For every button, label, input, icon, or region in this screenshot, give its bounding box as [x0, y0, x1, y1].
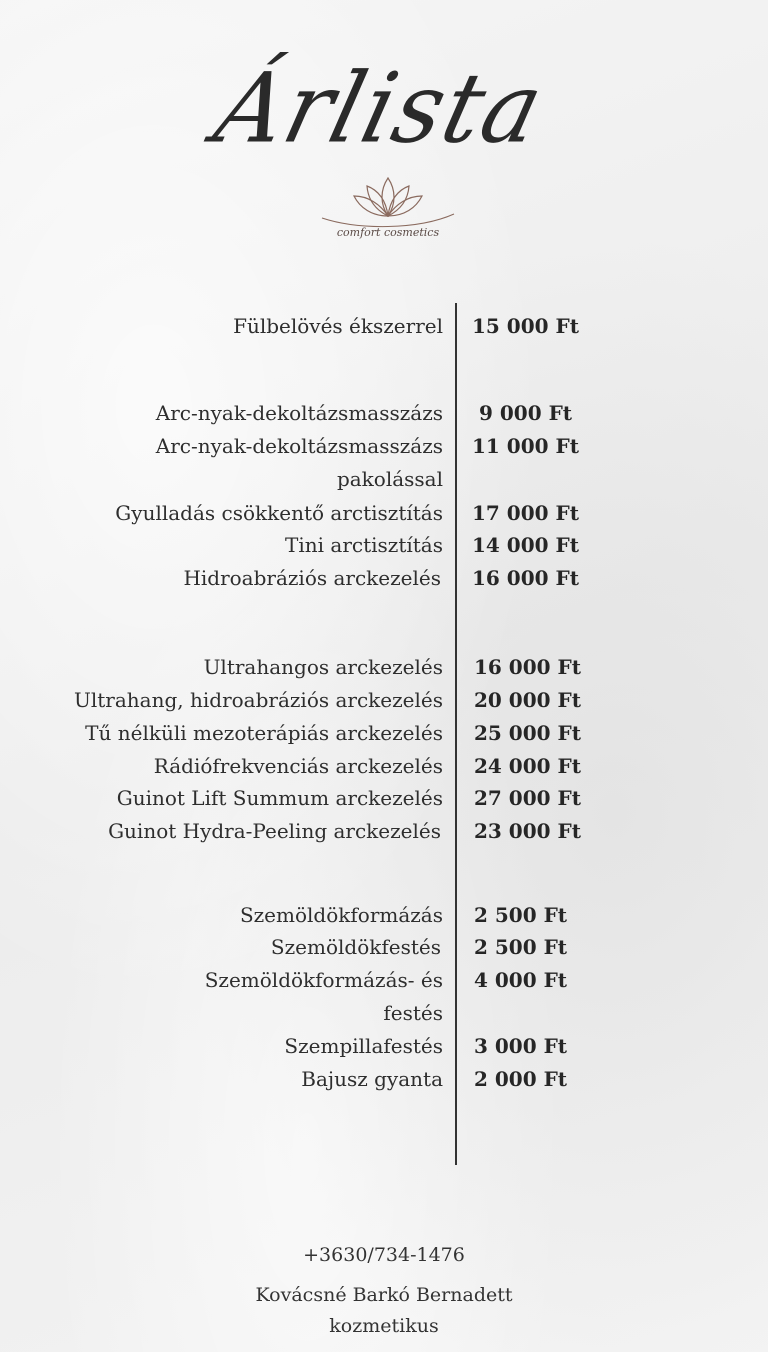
service-price: 4 000 Ft — [474, 968, 568, 992]
service-price: 14 000 Ft — [472, 533, 579, 557]
service-price: 20 000 Ft — [474, 688, 581, 712]
service-name: Rádiófrekvenciás arckezelés — [153, 754, 443, 778]
service-name: Arc-nyak-dekoltázsmasszázs — [155, 401, 443, 425]
service-name: Szemöldökformázás- és festés — [204, 968, 443, 1025]
service-price: 16 000 Ft — [474, 655, 581, 679]
service-name: Gyulladás csökkentő arctisztítás — [115, 501, 443, 525]
service-price: 15 000 Ft — [472, 314, 579, 338]
service-price: 9 000 Ft — [479, 401, 573, 425]
service-name: Tű nélküli mezoterápiás arckezelés — [85, 721, 443, 745]
service-price: 2 000 Ft — [474, 1067, 568, 1091]
service-price: 16 000 Ft — [472, 566, 579, 590]
service-name: Szempillafestés — [284, 1034, 443, 1058]
service-price: 2 500 Ft — [474, 935, 568, 959]
service-price: 25 000 Ft — [474, 721, 581, 745]
service-name: Bajusz gyanta — [301, 1067, 443, 1091]
service-name: Szemöldökfestés — [270, 935, 441, 959]
service-name: Ultrahangos arckezelés — [203, 655, 443, 679]
service-price: 24 000 Ft — [474, 754, 581, 778]
service-price: 3 000 Ft — [474, 1034, 568, 1058]
service-price: 17 000 Ft — [472, 501, 579, 525]
service-name: Hidroabráziós arckezelés — [183, 566, 441, 590]
service-name: Guinot Lift Summum arckezelés — [116, 786, 443, 810]
brand-name: comfort cosmetics — [336, 226, 440, 239]
service-price: 23 000 Ft — [474, 819, 581, 843]
service-name: Szemöldökformázás — [239, 903, 443, 927]
service-price: 2 500 Ft — [474, 903, 568, 927]
service-name: Arc-nyak-dekoltázsmasszázs pakolással — [155, 434, 443, 491]
service-price: 27 000 Ft — [474, 786, 581, 810]
page-title: Árlista — [204, 52, 556, 165]
service-name: Tini arctisztítás — [285, 533, 443, 557]
service-price: 11 000 Ft — [472, 434, 579, 458]
service-name: Guinot Hydra-Peeling arckezelés — [108, 819, 441, 843]
phone-number[interactable]: +3630/734-1476 — [303, 1244, 465, 1266]
service-name: Fülbelövés ékszerrel — [233, 314, 443, 338]
owner-role: kozmetikus — [329, 1315, 439, 1337]
service-name: Ultrahang, hidroabráziós arckezelés — [74, 688, 443, 712]
owner-name: Kovácsné Barkó Bernadett — [255, 1284, 513, 1306]
column-divider — [455, 303, 457, 1165]
